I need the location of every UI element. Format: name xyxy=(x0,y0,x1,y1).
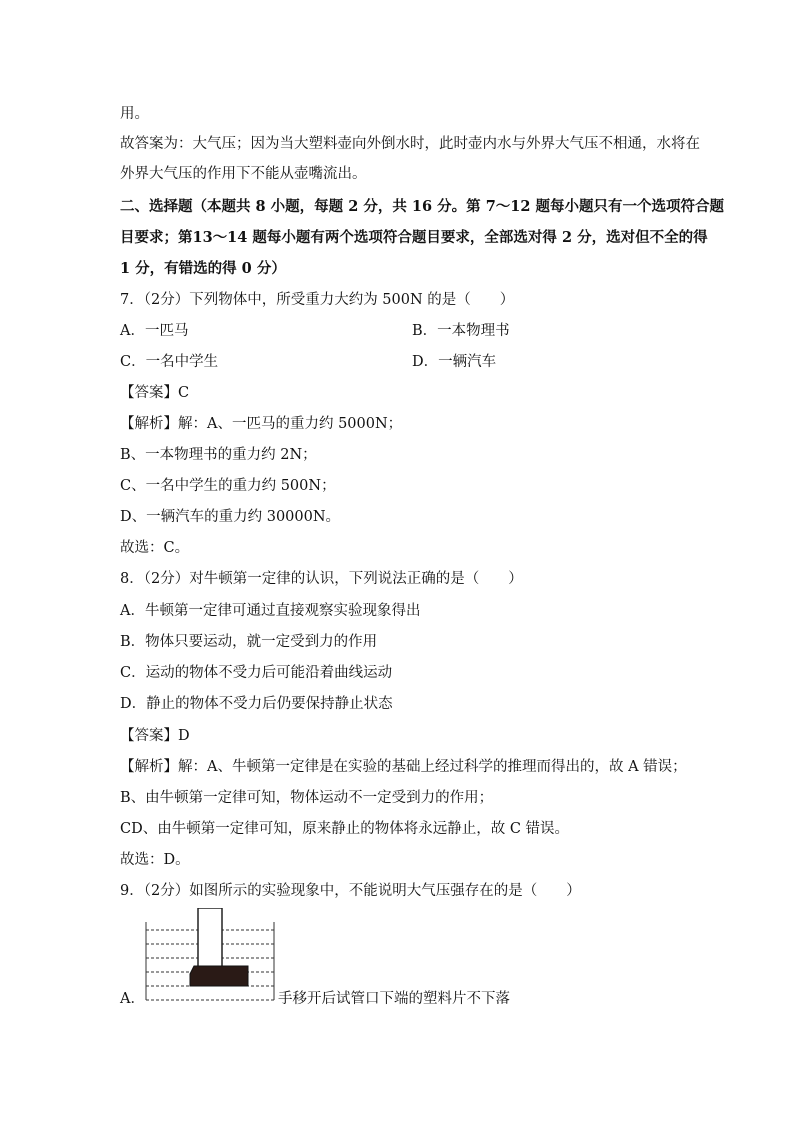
answer: 【答案】C xyxy=(120,385,190,401)
analysis-line: B、一本物理书的重力约 2N； xyxy=(120,447,317,463)
section-heading: 1 分，有错选的得 0 分） xyxy=(120,260,286,277)
question-8: 8．（2分）对牛顿第一定律的认识，下列说法正确的是（ ） xyxy=(120,571,523,587)
analysis-line: B、由牛顿第一定律可知，物体运动不一定受到力的作用； xyxy=(120,790,494,806)
text-line: 故答案为：大气压；因为当大塑料壶向外倒水时，此时壶内水与外界大气压不相通，水将在 xyxy=(120,136,700,152)
question-7: 7．（2分）下列物体中，所受重力大约为 500N 的是（ ） xyxy=(120,292,515,308)
section-heading: 目要求；第13～14 题每小题有两个选项符合题目要求，全部选对得 2 分，选对但不全的得 xyxy=(120,229,708,246)
option-c: C．运动的物体不受力后可能沿着曲线运动 xyxy=(120,665,393,681)
option-d: D．一辆汽车 xyxy=(412,354,497,370)
analysis: 【解析】解：A、一匹马的重力约 5000N； xyxy=(120,416,403,432)
question-9: 9．（2分）如图所示的实验现象中，不能说明大气压强存在的是（ ） xyxy=(120,883,581,899)
option-c: C．一名中学生 xyxy=(120,354,219,370)
option-a-caption: 手移开后试管口下端的塑料片不下落 xyxy=(278,991,510,1007)
option-b: B．一本物理书 xyxy=(412,323,510,339)
option-b: B．物体只要运动，就一定受到力的作用 xyxy=(120,634,378,650)
option-a: A．一匹马 xyxy=(120,323,189,339)
text-line: 用。 xyxy=(120,106,149,122)
answer: 【答案】D xyxy=(120,728,190,744)
analysis-line: D、一辆汽车的重力约 30000N。 xyxy=(120,509,341,525)
analysis: 【解析】解：A、牛顿第一定律是在实验的基础上经过科学的推理而得出的，故 A 错误； xyxy=(120,759,687,775)
option-d: D．静止的物体不受力后仍要保持静止状态 xyxy=(120,696,393,712)
text-line: 外界大气压的作用下不能从壶嘴流出。 xyxy=(120,166,367,182)
option-a: A．牛顿第一定律可通过直接观察实验现象得出 xyxy=(120,603,421,619)
analysis-line: CD、由牛顿第一定律可知，原来静止的物体将永远静止，故 C 错误。 xyxy=(120,821,570,837)
test-tube-figure xyxy=(142,908,278,1008)
conclusion: 故选：C。 xyxy=(120,540,190,556)
section-heading: 二、选择题（本题共 8 小题，每题 2 分，共 16 分。第 7～12 题每小题只有一个选项符合题 xyxy=(120,198,725,215)
conclusion: 故选：D。 xyxy=(120,852,190,868)
option-a-label: A． xyxy=(120,991,145,1007)
analysis-line: C、一名中学生的重力约 500N； xyxy=(120,478,336,494)
